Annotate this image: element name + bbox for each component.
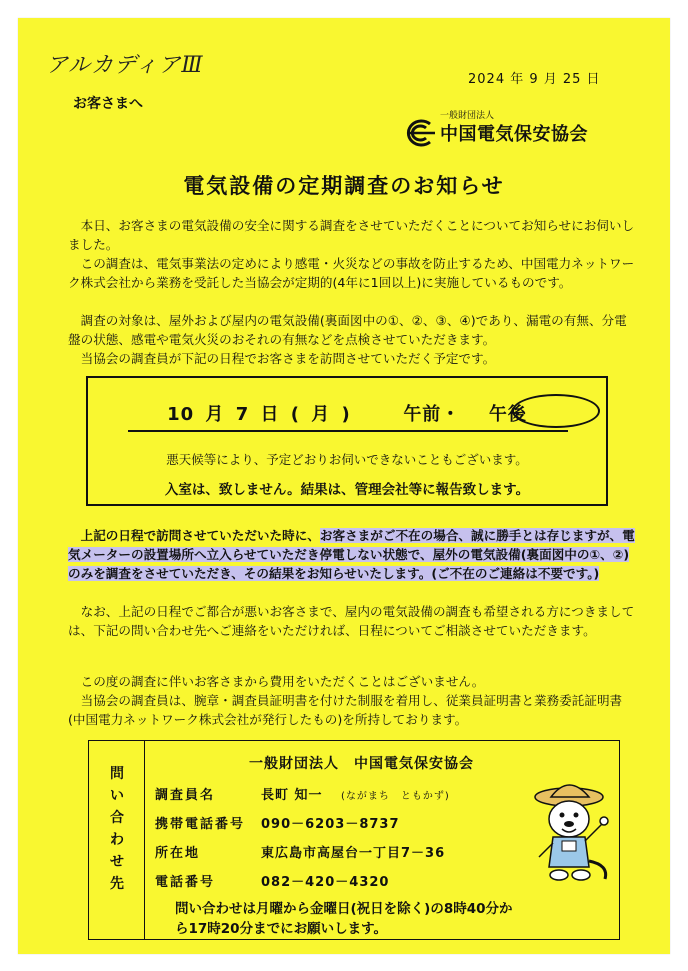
- phone-label: 電話番号: [155, 875, 216, 890]
- scope-paragraph: 調査の対象は、屋外および屋内の電気設備(裏面図中の①、②、③、④)であり、漏電の有無、分電盤の状態、感電や電気火災のおそれの有無などを点検させていただきます。: [68, 313, 627, 347]
- contact-side-label: 問い合わせ先: [110, 766, 124, 892]
- contact-box: [88, 740, 620, 940]
- mascot-illustration: [529, 779, 619, 889]
- org-type-label: 一般財団法人: [440, 111, 495, 121]
- mobile-label: 携帯電話番号: [155, 817, 246, 832]
- addressee: お客さまへ: [73, 96, 143, 112]
- issue-date: 2024 年 9 月 25 日: [468, 72, 601, 87]
- visit-pm: 午後: [488, 404, 527, 425]
- contact-hours: 問い合わせは月曜から金曜日(祝日を除く)の8時40分から17時20分までにお願いします。: [175, 901, 513, 937]
- phone-number: 082－420－4320: [261, 875, 390, 890]
- company-logo-icon: [400, 118, 438, 148]
- inspector-name-reading: (ながまち ともかず): [341, 791, 450, 802]
- absence-notice-highlight: お客さまがご不在の場合、誠に勝手とは存じますが、電気メーターの設置場所へ立入らせていただき停電しない状態で、屋外の電気設備(裏面図中の①、②)のみを調査をさせていただき、その結果をお知らせいたします。(ご不在のご連絡は不要です。): [68, 528, 635, 581]
- inspector-name: 長町 知一: [261, 788, 323, 803]
- page-title: 電気設備の定期調査のお知らせ: [183, 174, 505, 198]
- visit-date: 10 月 7 日 ( 月 ): [167, 404, 351, 425]
- notice-sheet: [18, 18, 670, 954]
- entry-note: 入室は、致しません。結果は、管理会社等に報告致します。: [164, 482, 530, 498]
- contact-side-panel: [89, 741, 145, 939]
- pm-circle-mark: [512, 394, 600, 428]
- visit-am: 午前: [403, 404, 442, 425]
- visit-separator: ・: [441, 404, 461, 425]
- intro-paragraph: 本日、お客さまの電気設備の安全に関する調査をさせていただくことについてお知らせにお伺いしました。: [68, 218, 635, 252]
- mobile-number: 090－6203－8737: [261, 817, 400, 832]
- address-value: 東広島市高屋台一丁目7－36: [261, 846, 446, 861]
- absence-notice: [68, 526, 636, 583]
- absence-notice-lead: 上記の日程で訪問させていただいた時に、: [80, 528, 320, 543]
- contact-org: 一般財団法人 中国電気保安協会: [249, 756, 474, 772]
- org-name: 中国電気保安協会: [440, 124, 588, 145]
- address-label: 所在地: [155, 846, 201, 861]
- reschedule-paragraph: なお、上記の日程でご都合が悪いお客さまで、屋内の電気設備の調査も希望される方につきましては、下記の問い合わせ先へご連絡をいただければ、日程についてご相談させていただきます。: [68, 604, 635, 638]
- weather-note: 悪天候等により、予定どおりお伺いできないこともございます。: [166, 452, 528, 467]
- visit-underline: [128, 430, 568, 432]
- purpose-paragraph: この調査は、電気事業法の定めにより感電・火災などの事故を防止するため、中国電力ネットワーク株式会社から業務を受託した当協会が定期的(4年に1回以上)に実施しているものです。: [68, 256, 635, 290]
- schedule-paragraph: 当協会の調査員が下記の日程でお客さまを訪問させていただく予定です。: [80, 351, 496, 366]
- visit-schedule-box: [86, 376, 608, 506]
- inspector-name-label: 調査員名: [155, 788, 216, 803]
- handwritten-note: アルカディアⅢ: [46, 53, 204, 78]
- inspector-id-paragraph: 当協会の調査員は、腕章・調査員証明書を付けた制服を着用し、従業員証明書と業務委託証明書(中国電力ネットワーク株式会社が発行したもの)を所持しております。: [68, 693, 623, 727]
- fee-paragraph: この度の調査に伴いお客さまから費用をいただくことはございません。: [80, 674, 485, 689]
